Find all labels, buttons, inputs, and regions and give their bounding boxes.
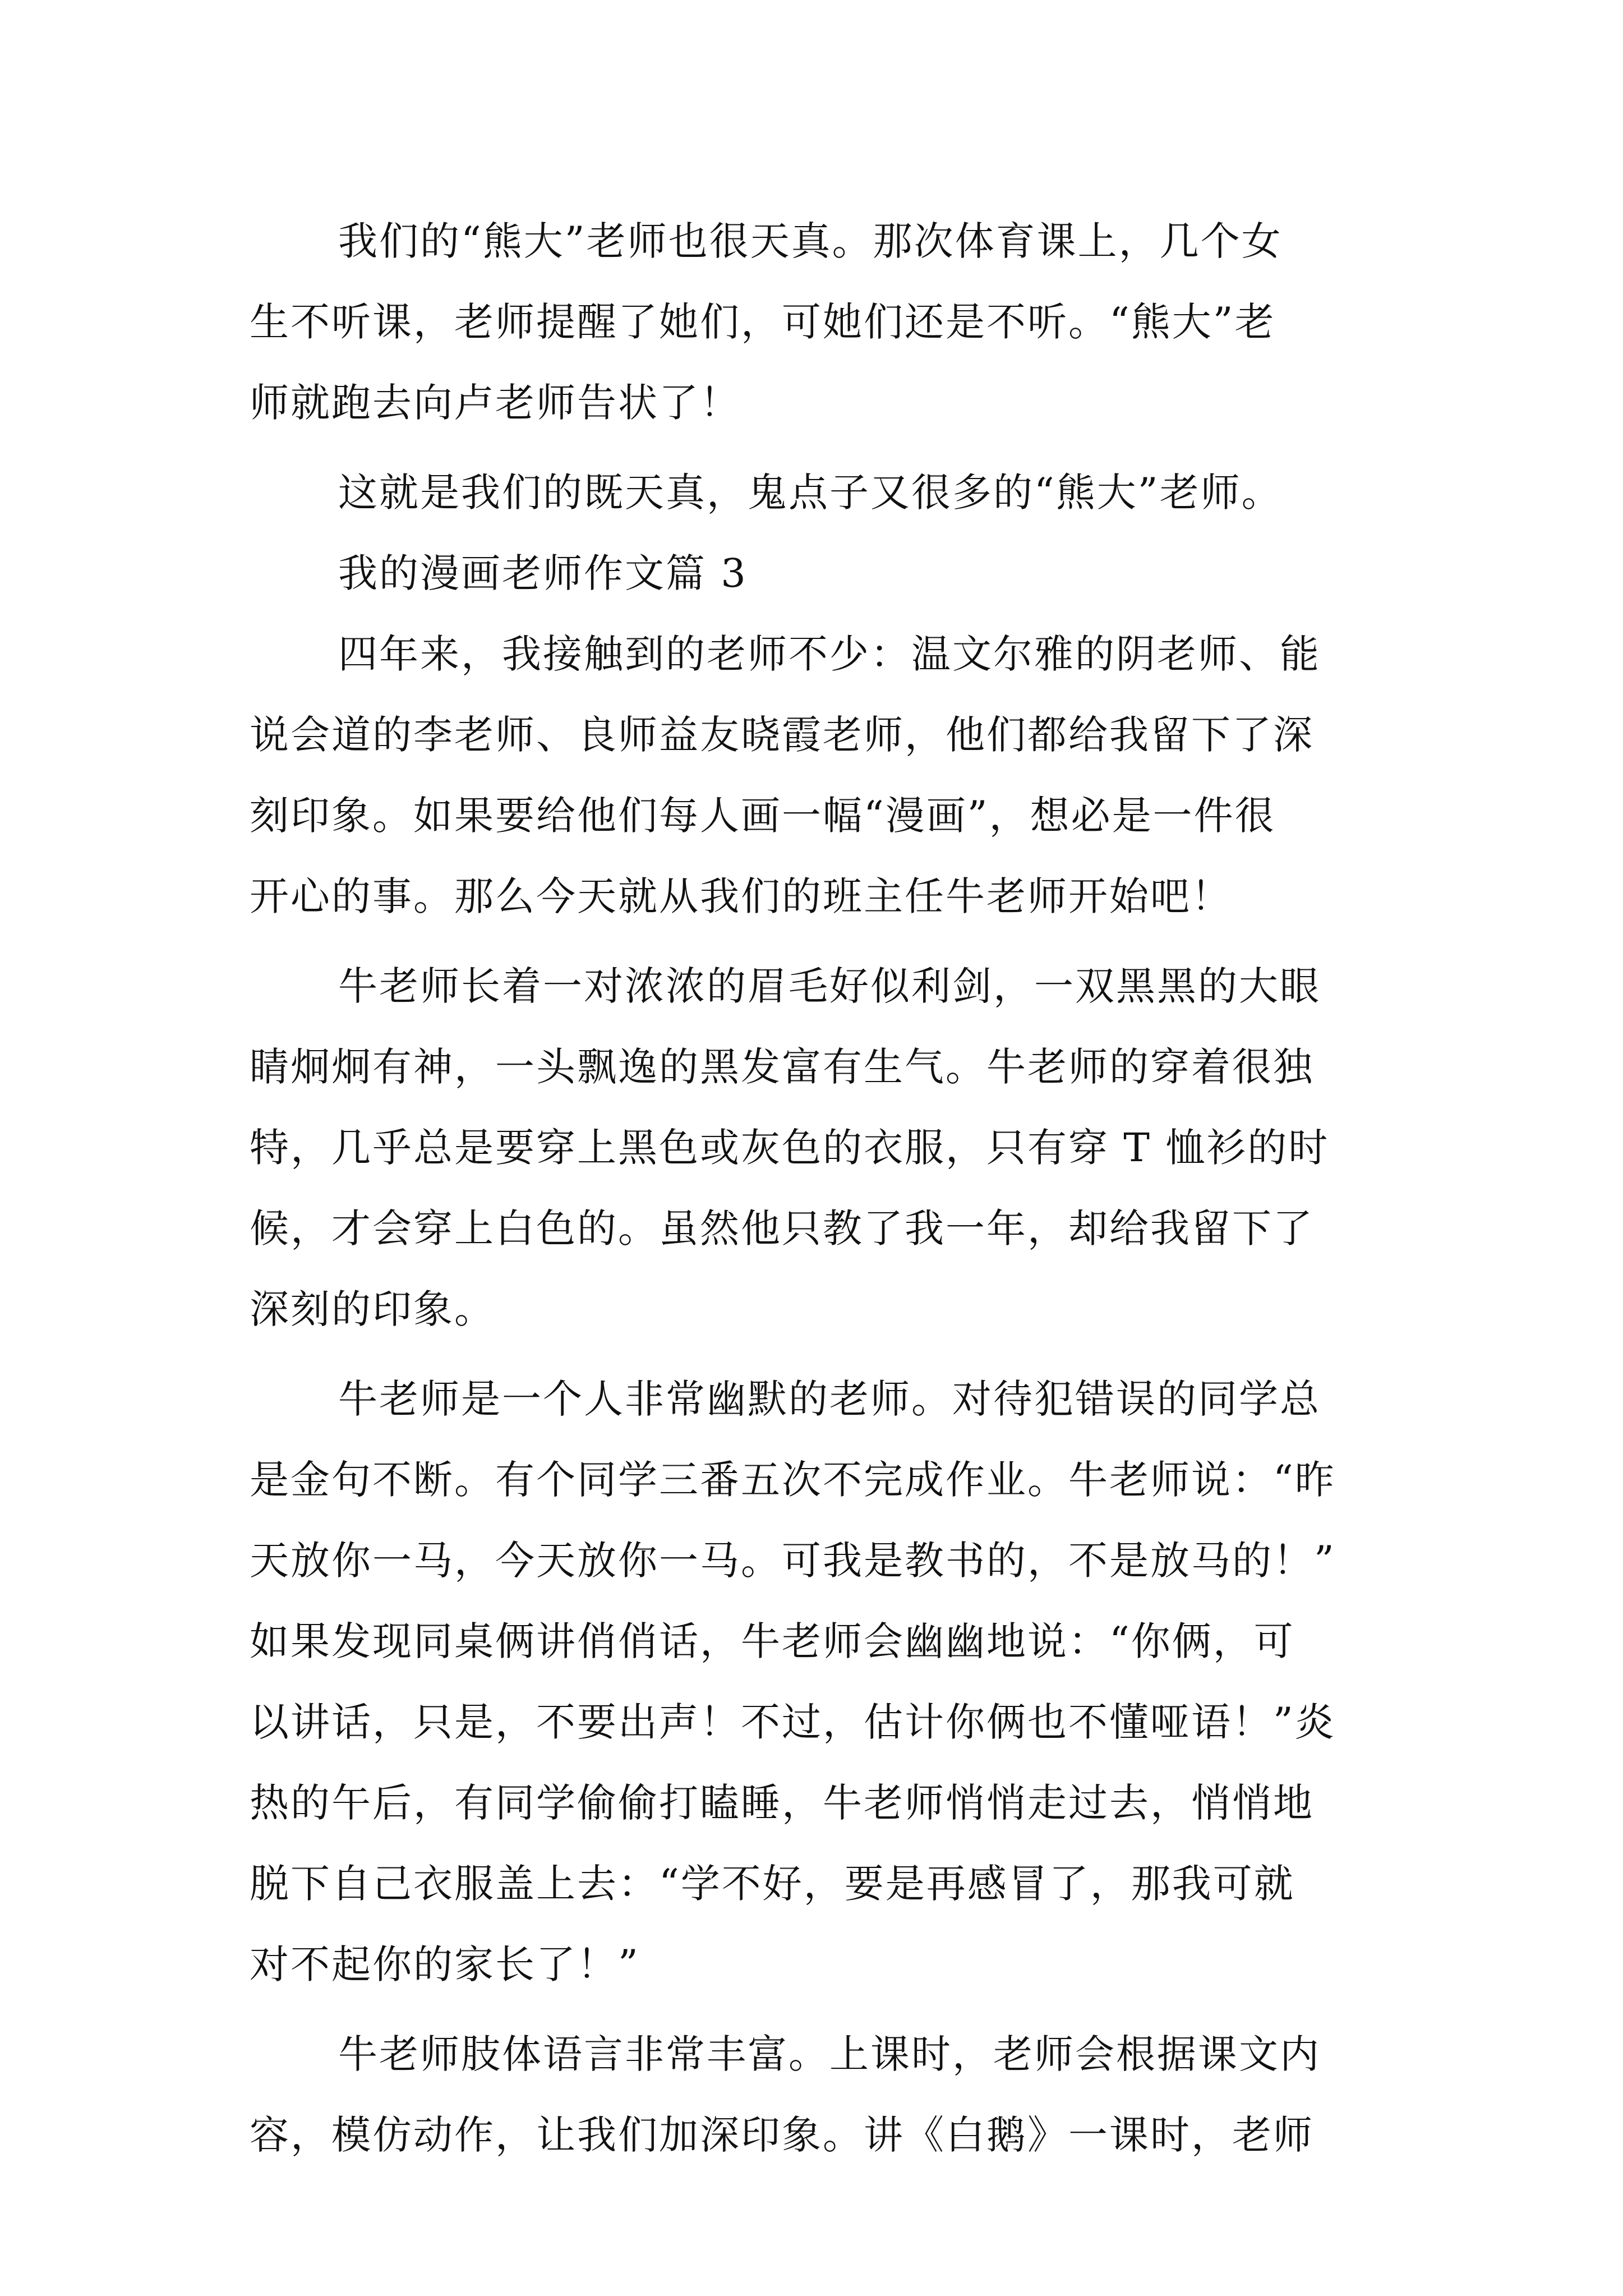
text-line: 以讲话，只是，不要出声！不过，估计你俩也不懂哑语！”炎	[250, 1699, 1336, 1745]
paragraph	[250, 1359, 1394, 2005]
text-line: 这就是我们的既天真，鬼点子又很多的“熊大”老师。	[338, 470, 1283, 516]
text-line: 如果发现同桌俩讲俏俏话，牛老师会幽幽地说：“你俩，可	[250, 1618, 1295, 1664]
text-line: 天放你一马，今天放你一马。可我是教书的，不是放马的！”	[250, 1538, 1336, 1584]
text-line: 热的午后，有同学偷偷打瞌睡，牛老师悄悄走过去，悄悄地	[250, 1780, 1314, 1826]
text-line: 师就跑去向卢老师告状了！	[250, 380, 741, 426]
text-line: 睛炯炯有神，一头飘逸的黑发富有生气。牛老师的穿着很独	[250, 1044, 1314, 1090]
paragraph	[250, 946, 1394, 1350]
text-line: 牛老师是一个人非常幽默的老师。对待犯错误的同学总	[338, 1376, 1321, 1422]
section-heading	[250, 533, 1394, 614]
text-line: 深刻的印象。	[250, 1286, 495, 1332]
text-line: 容，模仿动作，让我们加深印象。讲《白鹅》一课时，老师	[250, 2112, 1314, 2158]
document-body	[250, 201, 1394, 2175]
text-line: 脱下自己衣服盖上去：“学不好，要是再感冒了，那我可就	[250, 1861, 1295, 1907]
text-line: 牛老师肢体语言非常丰富。上课时，老师会根据课文内	[338, 2031, 1321, 2077]
text-line: 对不起你的家长了！”	[250, 1941, 640, 1987]
text-line: 是金句不断。有个同学三番五次不完成作业。牛老师说：“昨	[250, 1457, 1336, 1503]
paragraph	[250, 452, 1394, 533]
paragraph	[250, 201, 1394, 443]
text-line: 特，几乎总是要穿上黑色或灰色的衣服，只有穿 T 恤衫的时	[250, 1125, 1330, 1171]
text-line: 候，才会穿上白色的。虽然他只教了我一年，却给我留下了	[250, 1205, 1314, 1251]
text-line: 我们的“熊大”老师也很天真。那次体育课上，几个女	[338, 218, 1283, 264]
text-line: 四年来，我接触到的老师不少：温文尔雅的阴老师、能	[338, 631, 1321, 677]
text-line: 牛老师长着一对浓浓的眉毛好似利剑，一双黑黑的大眼	[338, 963, 1321, 1009]
paragraph	[250, 614, 1394, 937]
text-line: 刻印象。如果要给他们每人画一幅“漫画”，想必是一件很	[250, 793, 1276, 839]
heading-line: 我的漫画老师作文篇 3	[338, 550, 748, 596]
text-line: 说会道的李老师、良师益友晓霞老师，他们都给我留下了深	[250, 712, 1314, 758]
paragraph	[250, 2014, 1394, 2175]
text-line: 生不听课，老师提醒了她们，可她们还是不听。“熊大”老	[250, 299, 1276, 345]
text-line: 开心的事。那么今天就从我们的班主任牛老师开始吧！	[250, 873, 1232, 919]
